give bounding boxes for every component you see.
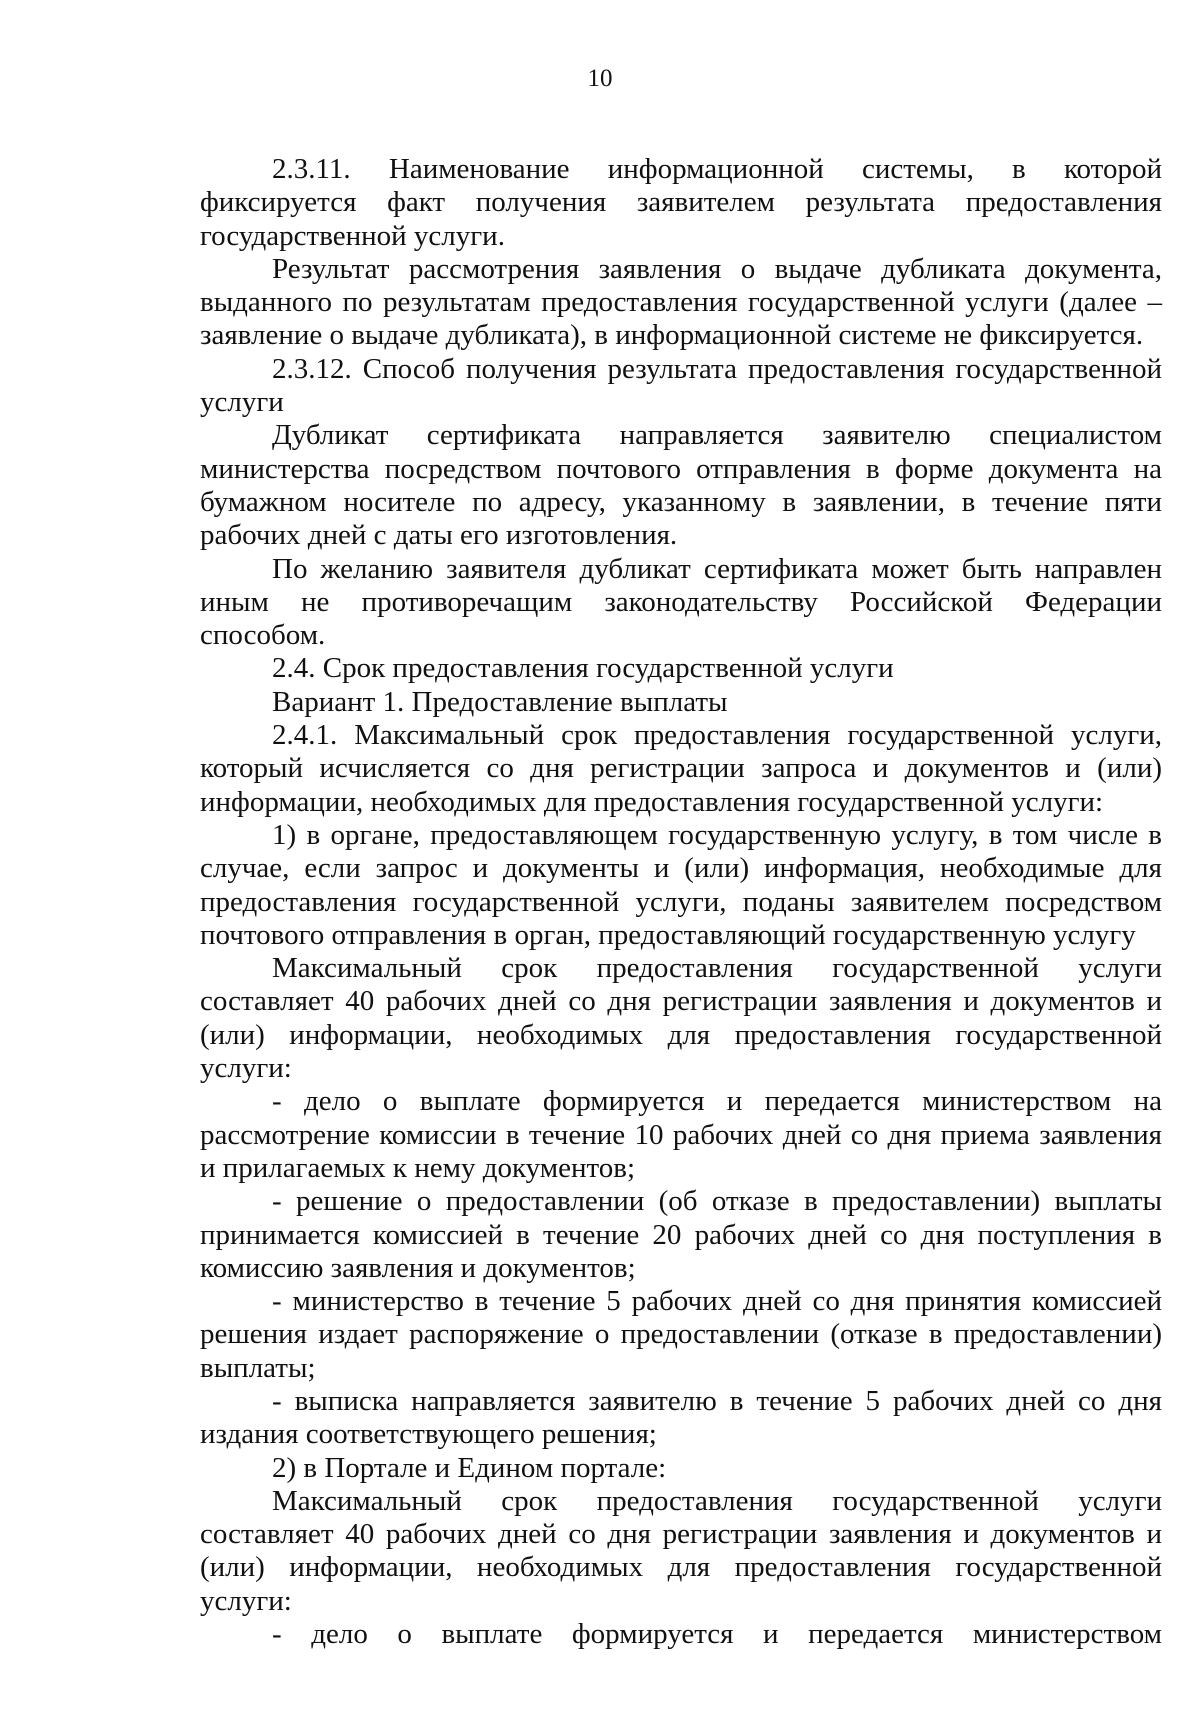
- paragraph-item-2: 2) в Портале и Едином портале:: [272, 1451, 667, 1484]
- paragraph-2-3-11: 2.3.11. Наименование информационной системы, в которой фиксируется факт получения заявителем результата предоставления государственной услуги.: [200, 153, 1162, 252]
- paragraph-2-3-12: 2.3.12. Способ получения результата предоставления государственной услуги: [200, 352, 1162, 419]
- list-item: - дело о выплате формируется и передается министерством: [272, 1618, 1162, 1651]
- list-item: - выписка направляется заявителю в течение 5 рабочих дней со дня издания соответствующего решения;: [200, 1384, 1162, 1451]
- paragraph-max-term-2: Максимальный срок предоставления государственной услуги составляет 40 рабочих дней со дня регистрации заявления и документов и (или) информации, необходимых для предоставления государственной услуги:: [200, 1484, 1162, 1617]
- paragraph-2-4-1: 2.4.1. Максимальный срок предоставления государственной услуги, который исчисляется со дня регистрации запроса и документов и (или) информации, необходимых для предоставления государственной услуги:: [200, 719, 1162, 818]
- heading-variant-1: Вариант 1. Предоставление выплаты: [272, 685, 728, 718]
- paragraph-max-term-1: Максимальный срок предоставления государственной услуги составляет 40 рабочих дней со дня регистрации заявления и документов и (или) информации, необходимых для предоставления государственной услуги:: [200, 952, 1162, 1085]
- paragraph-duplicate-result: Результат рассмотрения заявления о выдаче дубликата документа, выданного по результатам предоставления государственной услуги (далее – заявление о выдаче дубликата), в информационной системе не фиксируется.: [200, 252, 1162, 352]
- heading-2-4: 2.4. Срок предоставления государственной услуги: [272, 652, 894, 685]
- paragraph-duplicate-delivery: Дубликат сертификата направляется заявителю специалистом министерства посредством почтового отправления в форме документа на бумажном носителе по адресу, указанному в заявлении, в течение пяти рабочих дней с даты его изготовления.: [200, 419, 1162, 552]
- list-item: - министерство в течение 5 рабочих дней со дня принятия комиссией решения издает распоряжение о предоставлении (отказе в предоставлении) выплаты;: [200, 1285, 1162, 1384]
- page-number: 10: [587, 65, 613, 92]
- list-item: - дело о выплате формируется и передается министерством на рассмотрение комиссии в течение 10 рабочих дней со дня приема заявления и прилагаемых к нему документов;: [200, 1085, 1162, 1184]
- paragraph-other-method: По желанию заявителя дубликат сертификата может быть направлен иным не противоречащим законодательству Российской Федерации способом.: [200, 552, 1162, 652]
- list-item: - решение о предоставлении (об отказе в предоставлении) выплаты принимается комиссией в течение 20 рабочих дней со дня поступления в комиссию заявления и документов;: [200, 1185, 1162, 1284]
- paragraph-item-1: 1) в органе, предоставляющем государственную услугу, в том числе в случае, если запрос и документы и (или) информация, необходимые для предоставления государственной услуги, поданы заявителем посредством почтового отправления в орган, предоставляющий государственную услугу: [200, 818, 1162, 951]
- document-body: [200, 153, 1162, 1651]
